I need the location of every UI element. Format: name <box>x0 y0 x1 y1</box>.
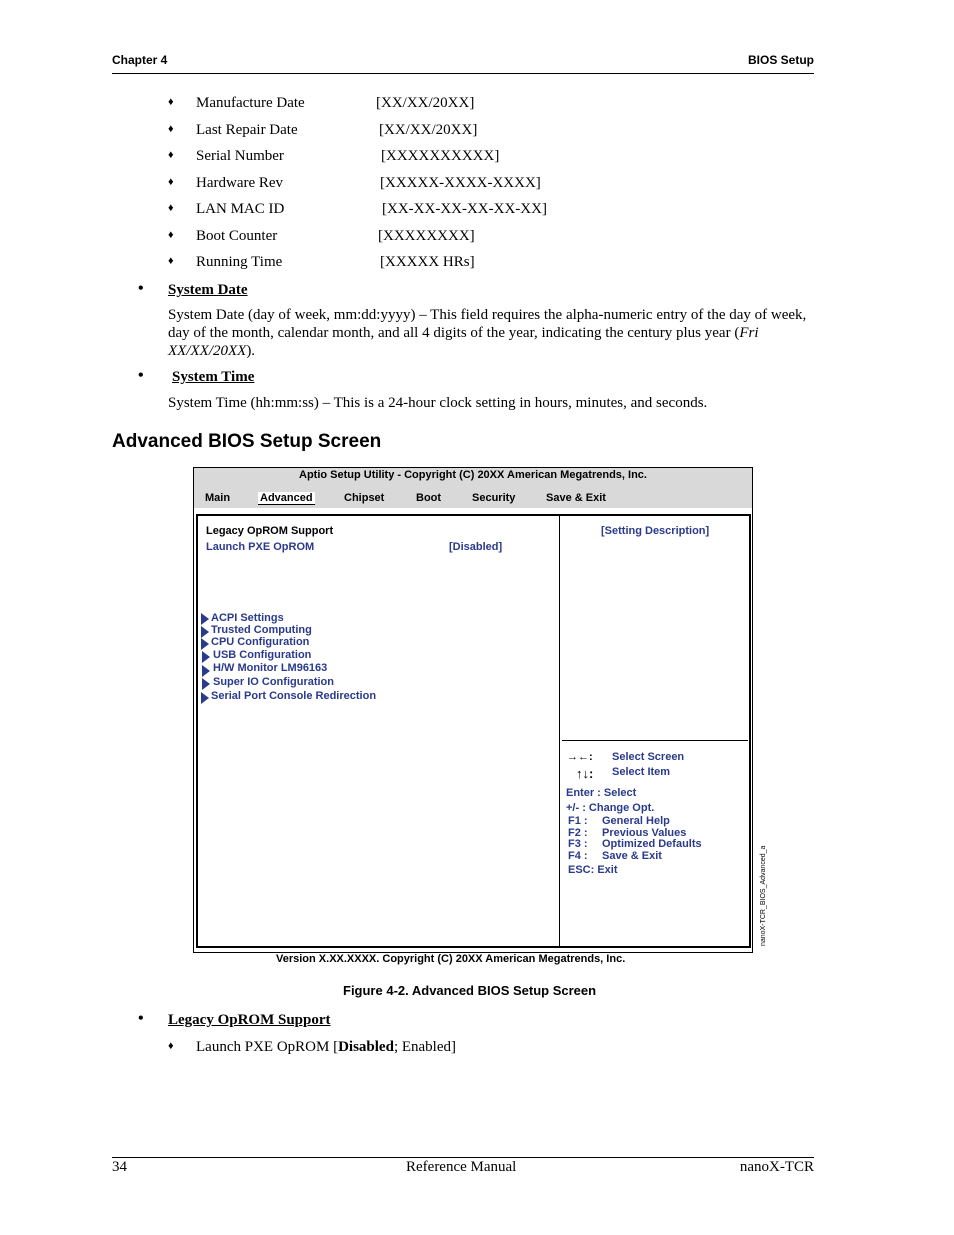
help-select-item: Select Item <box>612 766 671 778</box>
tab-main[interactable]: Main <box>205 492 231 504</box>
tab-boot[interactable]: Boot <box>416 492 442 504</box>
section-label: BIOS Setup <box>747 53 814 67</box>
diamond-bullet-icon: ♦ <box>168 96 174 108</box>
help-enter-select: Enter : Select <box>566 787 637 799</box>
submenu-trusted-computing[interactable]: Trusted Computing <box>211 624 312 636</box>
diamond-bullet-icon: ♦ <box>168 1040 174 1052</box>
spec-name: Manufacture Date <box>196 95 305 111</box>
bios-content-panel <box>196 514 751 948</box>
spec-value: [XX/XX/20XX] <box>376 95 475 111</box>
spec-name: Last Repair Date <box>196 122 298 138</box>
submenu-arrow-icon <box>201 638 209 650</box>
tab-chipset[interactable]: Chipset <box>344 492 385 504</box>
footer-title: Reference Manual <box>406 1159 517 1175</box>
option-text: Launch PXE OpROM [ <box>196 1039 339 1055</box>
diamond-bullet-icon: ♦ <box>168 202 174 214</box>
system-date-paragraph <box>168 306 808 360</box>
submenu-usb-configuration[interactable]: USB Configuration <box>213 649 312 661</box>
help-change-opt: +/- : Change Opt. <box>566 802 655 814</box>
system-time-paragraph: System Time (hh:mm:ss) – This is a 24-hour clock setting in hours, minutes, and seconds. <box>168 395 708 411</box>
bios-help-divider <box>562 740 748 741</box>
help-save-exit: Save & Exit <box>602 850 662 862</box>
submenu-arrow-icon <box>201 626 209 638</box>
setting-description: [Setting Description] <box>601 525 710 537</box>
left-right-arrows-icon: →←: <box>567 751 593 763</box>
help-f2-key: F2 : <box>568 827 588 839</box>
help-general-help: General Help <box>602 815 670 827</box>
system-date-title: System Date <box>168 282 248 298</box>
submenu-arrow-icon <box>201 613 209 625</box>
help-optimized-defaults: Optimized Defaults <box>602 838 702 850</box>
diamond-bullet-icon: ♦ <box>168 123 174 135</box>
help-esc-exit: ESC: Exit <box>568 864 618 876</box>
spec-value: [XX-XX-XX-XX-XX-XX] <box>382 201 547 217</box>
help-f3-key: F3 : <box>568 838 588 850</box>
footer-rule <box>112 1157 814 1158</box>
spec-value: [XXXXX-XXXX-XXXX] <box>380 175 541 191</box>
spec-name: Running Time <box>196 254 283 270</box>
diamond-bullet-icon: ♦ <box>168 255 174 267</box>
figure-caption: Figure 4-2. Advanced BIOS Setup Screen <box>343 983 597 998</box>
page-number: 34 <box>112 1159 127 1175</box>
help-previous-values: Previous Values <box>602 827 687 839</box>
figure-side-label: nanoX-TCR_BIOS_Advanced_a <box>760 845 767 946</box>
spec-name: LAN MAC ID <box>196 201 285 217</box>
spec-name: Boot Counter <box>196 228 278 244</box>
launch-pxe-oprom-option[interactable]: Launch PXE OpROM <box>206 541 315 553</box>
submenu-super-io-configuration[interactable]: Super IO Configuration <box>213 676 334 688</box>
date-example: Fri XX/XX/20XX <box>168 325 759 359</box>
chapter-label: Chapter 4 <box>112 53 168 67</box>
legacy-oprom-group-label: Legacy OpROM Support <box>206 525 334 537</box>
bios-version: Version X.XX.XXXX. Copyright (C) 20XX American Megatrends, Inc. <box>276 953 626 965</box>
product-name: nanoX-TCR <box>739 1159 814 1175</box>
spec-name: Hardware Rev <box>196 175 284 191</box>
header-rule <box>112 73 814 74</box>
bullet-icon: • <box>138 1010 144 1027</box>
spec-value: [XXXXX HRs] <box>380 254 475 270</box>
spec-value: [XXXXXXXX] <box>378 228 475 244</box>
submenu-hw-monitor[interactable]: H/W Monitor LM96163 <box>213 662 328 674</box>
default-value: Disabled <box>338 1039 394 1055</box>
bios-title: Aptio Setup Utility - Copyright (C) 20XX American Megatrends, Inc. <box>299 469 647 481</box>
submenu-arrow-icon <box>202 665 210 677</box>
submenu-arrow-icon <box>202 651 210 663</box>
spec-value: [XX/XX/20XX] <box>379 122 478 138</box>
up-down-arrows-icon: ↑↓: <box>576 766 594 781</box>
help-select-screen: Select Screen <box>612 751 685 763</box>
diamond-bullet-icon: ♦ <box>168 229 174 241</box>
tab-security[interactable]: Security <box>472 492 516 504</box>
system-time-title: System Time <box>172 369 255 385</box>
launch-pxe-oprom-value[interactable]: [Disabled] <box>449 541 503 553</box>
submenu-acpi-settings[interactable]: ACPI Settings <box>211 612 284 624</box>
submenu-arrow-icon <box>202 678 210 690</box>
help-f4-key: F4 : <box>568 850 588 862</box>
paragraph-text: System Date (day of week, mm:dd:yyyy) – This field requires the alpha-numeric entry of the day of week, day of the month, calendar month, and all 4 digits of the year, indicating the century plus year ( <box>168 307 807 341</box>
submenu-arrow-icon <box>201 692 209 704</box>
option-description <box>196 1039 456 1056</box>
spec-value: [XXXXXXXXXX] <box>381 148 500 164</box>
bios-column-divider <box>559 516 560 946</box>
section-heading: Advanced BIOS Setup Screen <box>112 431 382 452</box>
bullet-icon: • <box>138 367 144 384</box>
spec-name: Serial Number <box>196 148 284 164</box>
diamond-bullet-icon: ♦ <box>168 149 174 161</box>
tab-save-exit[interactable]: Save & Exit <box>546 492 606 504</box>
submenu-serial-port-console-redirection[interactable]: Serial Port Console Redirection <box>211 690 377 702</box>
diamond-bullet-icon: ♦ <box>168 176 174 188</box>
paragraph-text: ). <box>246 343 256 359</box>
help-f1-key: F1 : <box>568 815 588 827</box>
bullet-icon: • <box>138 280 144 297</box>
tab-advanced[interactable]: Advanced <box>260 492 313 504</box>
legacy-oprom-title: Legacy OpROM Support <box>168 1012 331 1028</box>
submenu-cpu-configuration[interactable]: CPU Configuration <box>211 636 310 648</box>
option-text: ; Enabled] <box>393 1039 456 1055</box>
